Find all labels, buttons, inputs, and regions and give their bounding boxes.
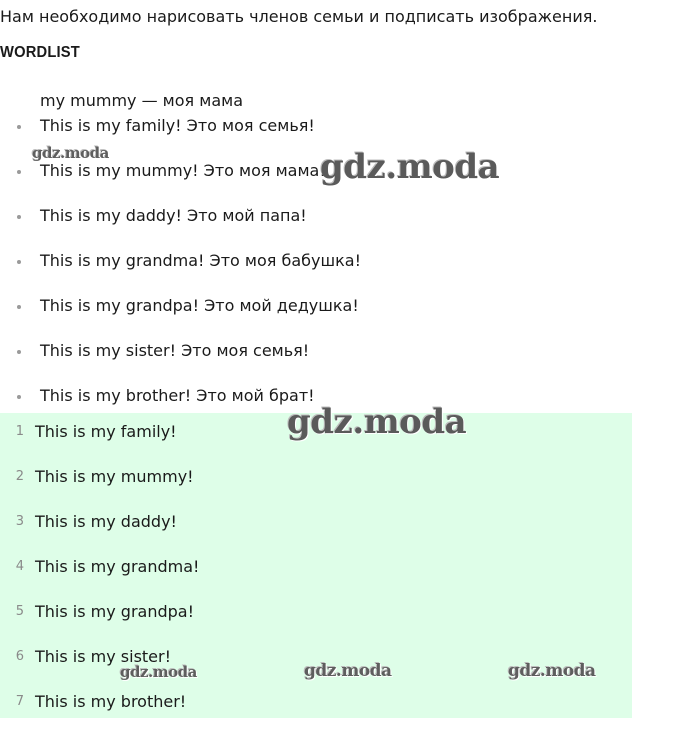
line-number: 7 [15, 694, 24, 709]
code-line-text: This is my daddy! [35, 512, 177, 531]
watermark-logo: gdz.moda [120, 663, 197, 681]
list-item-text: This is my mummy! Это моя мама! [40, 161, 326, 180]
line-number: 5 [15, 604, 24, 619]
intro-text: Нам необходимо нарисовать членов семьи и подписать изображения. [0, 7, 598, 26]
list-item [0, 251, 640, 296]
code-line-text: This is my family! [35, 422, 177, 441]
code-line-text: This is my sister! [35, 647, 172, 666]
bullet-icon [17, 170, 21, 174]
list-item-text: This is my sister! Это моя семья! [40, 341, 310, 360]
bullet-icon [17, 305, 21, 309]
list-item-text: This is my brother! Это мой брат! [40, 386, 315, 405]
line-number: 4 [15, 559, 24, 574]
bullet-icon [17, 215, 21, 219]
code-line-text: This is my brother! [35, 692, 187, 711]
clipped-line-text: my mummy — моя мама [40, 91, 243, 110]
wordlist-heading: WORDLIST [0, 44, 80, 61]
watermark-logo: gdz.moda [508, 661, 596, 681]
code-line-text: This is my mummy! [35, 467, 194, 486]
list-item-text: This is my family! Это моя семья! [40, 116, 315, 135]
code-line [0, 557, 632, 602]
watermark-logo: gdz.moda [320, 147, 500, 187]
bullet-icon [17, 260, 21, 264]
code-line-text: This is my grandma! [35, 557, 200, 576]
list-item-text: This is my daddy! Это мой папа! [40, 206, 307, 225]
bullet-icon [17, 350, 21, 354]
code-line-text: This is my grandpa! [35, 602, 194, 621]
watermark-logo: gdz.moda [304, 661, 392, 681]
list-item [0, 296, 640, 341]
line-number: 2 [15, 469, 24, 484]
bullet-icon [17, 395, 21, 399]
list-item [0, 206, 640, 251]
line-number: 1 [15, 424, 24, 439]
code-line [0, 512, 632, 557]
code-line [0, 467, 632, 512]
line-number: 6 [15, 649, 24, 664]
line-number: 3 [15, 514, 24, 529]
watermark-logo: gdz.moda [287, 402, 467, 442]
code-lines [0, 422, 632, 737]
code-line [0, 692, 632, 737]
list-item [0, 341, 640, 386]
code-line [0, 602, 632, 647]
bullet-icon [17, 125, 21, 129]
watermark-logo: gdz.moda [32, 144, 109, 162]
list-item-text: This is my grandpa! Это мой дедушка! [40, 296, 359, 315]
clipped-partial-line [40, 91, 243, 110]
list-item-text: This is my grandma! Это моя бабушка! [40, 251, 361, 270]
